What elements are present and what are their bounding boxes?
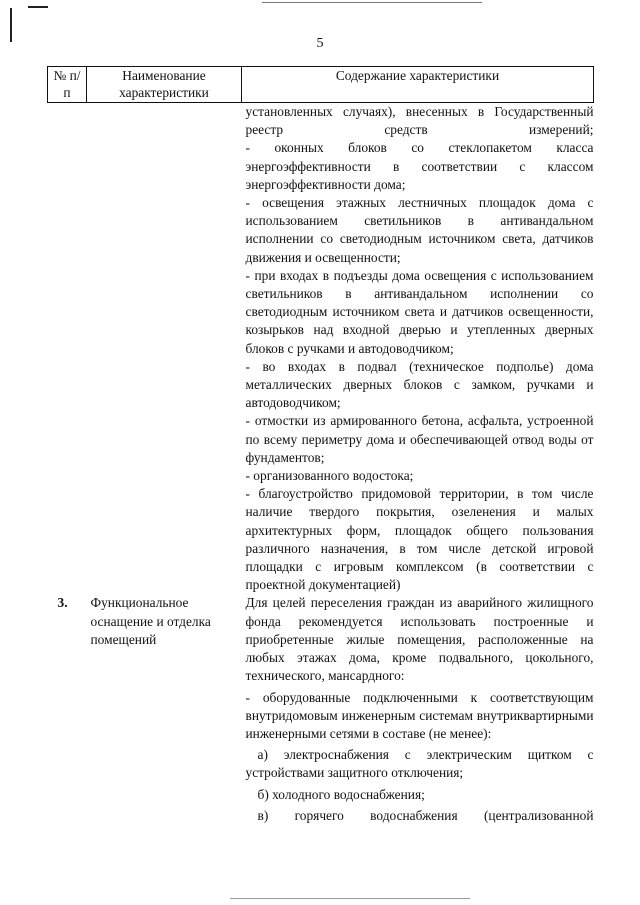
row-3-content [242, 594, 594, 824]
row-3-name: Функциональное оснащение и отделка помещений [90, 595, 211, 647]
content-paragraph: - благоустройство придомовой территории, в том числе наличие твердого покрытия, озеленения и малых архитектурных форм, площадок общего пользования различного назначения, в том числе детской игровой площадки с игровым комплексом (в соответствии с проектной документацией) [245, 486, 594, 593]
row-continued-content [242, 103, 594, 595]
page-number: 5 [316, 36, 324, 51]
scan-mark-top-dash [28, 6, 48, 8]
content-paragraph: - организованного водостока; [245, 468, 414, 484]
content-paragraph: б) холодного водоснабжения; [257, 786, 425, 802]
content-paragraph: Для целей переселения граждан из аварийного жилищного фонда рекомендуется использовать построенные и приобретенные жилые помещения, расположенные на любых этажах дома, кроме подвального, цокольного, технического, мансардного: [245, 595, 594, 684]
content-paragraph: - оборудованные подключенными к соответствующим внутридомовым инженерным системам внутриквартирными инженерными сетями в составе (не менее): [245, 689, 594, 741]
table-row-3 [48, 594, 594, 824]
content-paragraph: - освещения этажных лестничных площадок дома с использованием светильников в антивандальном исполнении со светодиодным источником света, датчиков движения и освещенности; [245, 195, 594, 265]
content-paragraph: - во входах в подвал (техническое подполье) дома металлических дверных блоков с замком, ручками и автодоводчиком; [245, 358, 594, 411]
scan-mark-bottom-line [230, 898, 470, 899]
header-name: Наименование характеристики [87, 67, 242, 103]
scan-mark-top-line [262, 2, 482, 3]
row-3-number: 3. [57, 595, 68, 611]
header-number: № п/п [48, 67, 87, 103]
content-paragraph: - оконных блоков со стеклопакетом класса энергоэффективности в соответствии с классом энергоэффективности дома; [245, 140, 594, 192]
table-header-row [48, 67, 594, 103]
characteristics-table [47, 66, 594, 825]
content-paragraph: - при входах в подъезды дома освещения с использованием светильников в антивандальном исполнении со светодиодным источником света и датчиков освещенности, козырьков над входной дверью и утепленных дверных блоков с ручками и автодоводчиком; [245, 267, 594, 356]
content-paragraph: а) электроснабжения с электрическим щитком с устройствами защитного отключения; [245, 747, 594, 781]
content-paragraph: - отмостки из армированного бетона, асфальта, устроенной по всему периметру дома и обеспечивающей отвод воды от фундаментов; [245, 413, 594, 465]
table-row-continued [48, 103, 594, 595]
content-paragraph: установленных случаях), внесенных в Государственный реестр средств измерений; [245, 104, 594, 138]
content-paragraph: в) горячего водоснабжения (централизованной [257, 807, 594, 823]
header-content: Содержание характеристики [242, 67, 594, 103]
